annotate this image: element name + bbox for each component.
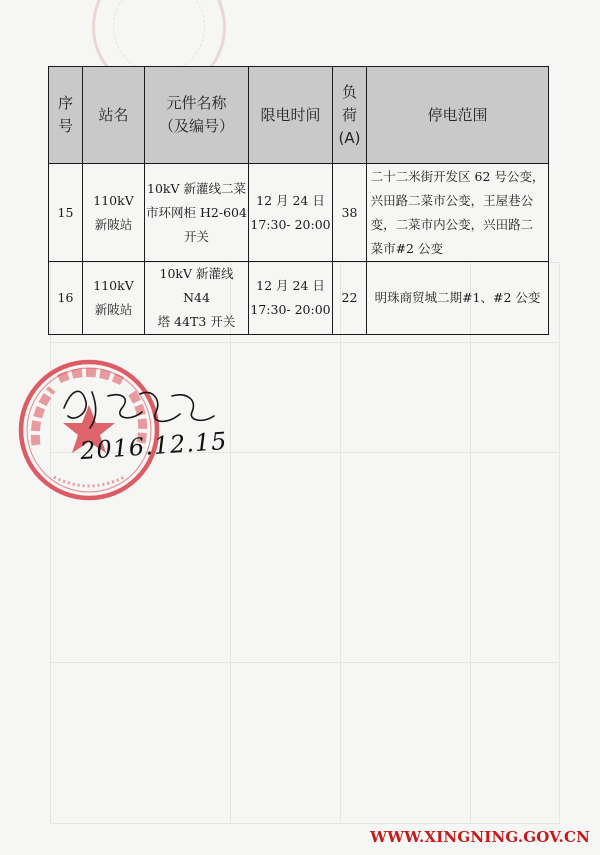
cell-seq: 16 xyxy=(49,262,83,335)
cell-station: 110kV 新陂站 xyxy=(83,164,145,262)
back-page-show-through xyxy=(50,262,558,822)
cell-component: 10kV 新灌线 N44 塔 44T3 开关 xyxy=(145,262,249,335)
table-row xyxy=(49,164,549,262)
cell-load: 22 xyxy=(333,262,367,335)
table-row xyxy=(49,262,549,335)
cell-time: 12 月 24 日 17:30- 20:00 xyxy=(249,164,333,262)
cell-seq: 15 xyxy=(49,164,83,262)
cell-scope: 明珠商贸城二期#1、#2 公变 xyxy=(367,262,549,335)
cell-component: 10kV 新灌线二菜 市环网柜 H2-604 开关 xyxy=(145,164,249,262)
header-load: 负 荷 (A) xyxy=(333,67,367,164)
header-station: 站名 xyxy=(83,67,145,164)
cell-station: 110kV 新陂站 xyxy=(83,262,145,335)
header-seq: 序 号 xyxy=(49,67,83,164)
signature-date: 2016.12.15 xyxy=(79,426,229,466)
cell-scope: 二十二米街开发区 62 号公变， 兴田路二菜市公变，王屋巷公 变，二菜市内公变，兴田路二 菜市#2 公变 xyxy=(367,164,549,262)
table-header-row xyxy=(49,67,549,164)
website-url: WWW.XINGNING.GOV.CN xyxy=(370,828,590,846)
cell-time: 12 月 24 日 17:30- 20:00 xyxy=(249,262,333,335)
header-time: 限电时间 xyxy=(249,67,333,164)
cell-load: 38 xyxy=(333,164,367,262)
header-scope: 停电范围 xyxy=(367,67,549,164)
header-component: 元件名称 （及编号） xyxy=(145,67,249,164)
power-outage-table xyxy=(48,66,549,335)
